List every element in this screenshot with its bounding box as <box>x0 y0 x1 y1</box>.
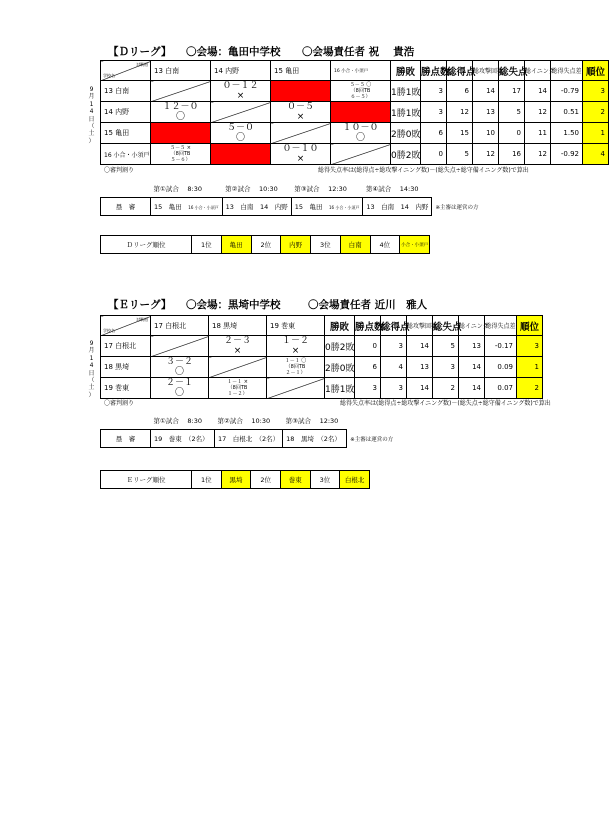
stat-value: 3 <box>421 102 447 123</box>
blank-cell <box>101 180 151 198</box>
referee-table <box>100 412 397 448</box>
date-char: 月 <box>88 93 95 101</box>
stat-header: 総イニング <box>525 61 551 81</box>
referee-label: 塁 審 <box>101 198 151 216</box>
match-cell <box>209 336 267 357</box>
header-row <box>101 61 609 81</box>
rank-table <box>100 235 430 254</box>
date-char: 9 <box>89 340 94 347</box>
match-cell <box>271 102 331 123</box>
stat-value: 6 <box>421 123 447 144</box>
tiebreak-line: ６－５） <box>350 94 371 100</box>
match-cell <box>267 336 325 357</box>
referee-note: ※主審は運営の方 <box>435 204 479 211</box>
stat-value: 10 <box>473 123 499 144</box>
match-score: １－２ <box>281 336 309 346</box>
rank-position: 2位 <box>251 236 281 254</box>
tiebreak-line: ５－５ 〇 <box>349 82 372 88</box>
stat-value: 0.09 <box>485 357 517 378</box>
stat-value: 1勝1敗 <box>391 102 421 123</box>
date-char: 日 <box>88 115 95 123</box>
stat-value: 0勝2敗 <box>391 144 421 165</box>
rank-table <box>100 470 370 489</box>
referee-value: 17 白根北 <box>218 435 253 443</box>
match-cell <box>331 81 391 102</box>
stat-value: 14 <box>407 336 433 357</box>
corner-cell <box>101 316 151 336</box>
referee-note: ※主審は運営の方 <box>350 436 394 443</box>
stat-value: 2勝0敗 <box>325 357 355 378</box>
stat-value: 6 <box>355 357 381 378</box>
stat-value: 2 <box>583 102 609 123</box>
referee-table <box>100 180 482 216</box>
referee-game: 第①試合 8:30 <box>153 185 202 193</box>
stat-value: 14 <box>459 378 485 399</box>
match-score: ２－３ <box>223 336 251 346</box>
date-side <box>88 340 95 399</box>
match-cell <box>151 102 211 123</box>
date-char: 4 <box>89 362 94 370</box>
stat-value: 4 <box>583 144 609 165</box>
match-cell <box>151 123 211 144</box>
corner-bottom: 学校名 <box>103 73 115 78</box>
referee-value: 15 亀田 <box>294 203 323 211</box>
league-title: 【Ｄリーグ】 <box>108 46 172 58</box>
date-char: 日 <box>88 369 95 377</box>
stat-value: 17 <box>499 81 525 102</box>
stat-header: 勝点数 <box>421 61 447 81</box>
referee-heading: 〇審判割り <box>104 167 135 174</box>
match-cell <box>151 144 211 165</box>
referee-value: 13 白南 <box>225 203 254 211</box>
match-score: ２－１ <box>165 378 193 388</box>
team-header: 13 白南 <box>151 61 211 81</box>
referee-label: 塁 審 <box>101 430 151 448</box>
match-score: ３－２ <box>165 357 193 367</box>
referee-value: 13 白南 <box>366 203 395 211</box>
match-score: ０－１２ <box>222 81 259 91</box>
stat-value: 14 <box>407 378 433 399</box>
match-mark: × <box>296 112 305 122</box>
match-cell <box>331 102 391 123</box>
match-mark: 〇 <box>174 388 184 398</box>
stat-header: 勝敗 <box>391 61 421 81</box>
stat-value: 13 <box>473 102 499 123</box>
stat-value: 13 <box>407 357 433 378</box>
league-title: 【Ｅリーグ】 <box>108 299 172 311</box>
match-mark: × <box>233 346 242 356</box>
match-score: ０－５ <box>286 102 314 112</box>
tiebreak-line: １－２） <box>227 391 248 397</box>
match-mark: × <box>296 154 305 164</box>
match-cell <box>271 81 331 102</box>
referee-value: 19 巻東 <box>154 435 182 443</box>
match-cell <box>151 336 209 357</box>
match-cell <box>211 144 271 165</box>
team-name: 19 巻東 <box>101 378 151 399</box>
formula-note: 総得失点率は(総得点÷総攻撃イニング数)－(総失点÷総守備イニング数)で算出 <box>318 167 529 174</box>
team-name: 16 小合・小須戸 <box>101 144 151 165</box>
team-header: 19 巻東 <box>267 316 325 336</box>
date-char: 1 <box>89 100 94 108</box>
stat-value: 14 <box>525 81 551 102</box>
match-score: ５－０ <box>226 123 254 133</box>
team-name: 15 亀田 <box>101 123 151 144</box>
stat-value: 3 <box>517 336 543 357</box>
stat-header: 勝敗 <box>325 316 355 336</box>
referee-slot <box>222 198 291 216</box>
tiebreak-line: １－１ × <box>227 379 248 385</box>
corner-bottom: 学校名 <box>103 328 115 333</box>
match-score: １２－０ <box>162 102 199 112</box>
date-char: 土 <box>88 130 95 138</box>
standings-table <box>100 60 609 165</box>
referee-game: 第③試合 12:30 <box>285 417 339 425</box>
stat-value: 14 <box>459 357 485 378</box>
stat-header: 順位 <box>583 61 609 81</box>
stat-value: 1 <box>583 123 609 144</box>
stat-value: 3 <box>433 357 459 378</box>
match-cell <box>209 378 267 399</box>
match-mark: 〇 <box>175 112 185 122</box>
team-row <box>101 102 609 123</box>
venue-label: 〇会場：黒埼中学校 <box>186 299 281 311</box>
corner-cell <box>101 61 151 81</box>
rank-position: 3位 <box>311 236 341 254</box>
match-mark: 〇 <box>174 367 184 377</box>
stat-value: 2 <box>517 378 543 399</box>
stat-value: 11 <box>525 123 551 144</box>
match-cell <box>267 357 325 378</box>
match-cell <box>211 102 271 123</box>
stat-header: 順位 <box>517 316 543 336</box>
tiebreak-line: （8回TB <box>350 88 371 94</box>
stat-value: 1 <box>517 357 543 378</box>
rank-label: Ｅリーグ順位 <box>101 471 192 489</box>
rank-position: 4位 <box>370 236 400 254</box>
stat-value: 13 <box>459 336 485 357</box>
referee-value: 18 黒埼 <box>286 435 314 443</box>
referee-games-row <box>101 180 482 198</box>
rank-team: 亀田 <box>221 236 251 254</box>
blank-cell <box>101 412 151 430</box>
referee-game: 第④試合 14:30 <box>365 185 419 193</box>
stat-value: 12 <box>473 144 499 165</box>
standings-table <box>100 315 543 399</box>
rank-position: 1位 <box>192 236 222 254</box>
team-row <box>101 144 609 165</box>
referee-value: （2名） <box>320 435 341 443</box>
stat-header: 総攻撃回数 <box>473 61 499 81</box>
referee-slot <box>151 198 223 216</box>
match-cell <box>211 123 271 144</box>
referee-slot <box>291 198 363 216</box>
stat-header: 総イニング <box>459 316 485 336</box>
match-cell <box>331 144 391 165</box>
match-cell <box>151 81 211 102</box>
date-side <box>88 86 95 145</box>
referee-game: 第①試合 8:30 <box>153 417 202 425</box>
referee-game: 第③試合 12:30 <box>294 185 347 193</box>
match-mark: × <box>236 91 245 101</box>
stat-value: 1.50 <box>551 123 583 144</box>
stat-header: 総得点 <box>381 316 407 336</box>
match-cell <box>209 357 267 378</box>
stat-value: 5 <box>433 336 459 357</box>
stat-header: 勝点数 <box>355 316 381 336</box>
manager-label: 〇会場責任者 近川 雅人 <box>308 299 428 311</box>
match-cell <box>211 81 271 102</box>
stat-value: 2 <box>433 378 459 399</box>
stat-value: 15 <box>447 123 473 144</box>
referee-slot <box>215 430 283 448</box>
referee-value: 16 小合・小須戸 <box>329 205 360 210</box>
stat-value: 0 <box>499 123 525 144</box>
tiebreak-line: （8回TB <box>285 364 306 370</box>
stat-value: 0 <box>421 144 447 165</box>
date-char: ） <box>88 391 95 399</box>
stat-value: 3 <box>355 378 381 399</box>
match-cell <box>151 357 209 378</box>
match-score: ０－１０ <box>282 144 319 154</box>
stat-value: 3 <box>381 336 407 357</box>
stat-value: 0勝2敗 <box>325 336 355 357</box>
team-row <box>101 81 609 102</box>
referee-games-row <box>101 412 397 430</box>
referee-value: （2名） <box>258 435 280 443</box>
referee-game: 第②試合 10:30 <box>217 417 271 425</box>
referee-game: 第②試合 10:30 <box>225 185 278 193</box>
match-cell <box>271 123 331 144</box>
rank-team: 黒埼 <box>221 471 251 489</box>
match-cell <box>331 123 391 144</box>
stat-value: 1勝1敗 <box>391 81 421 102</box>
rank-position: 1位 <box>192 471 222 489</box>
rank-team: 小合・小須戸 <box>400 236 430 254</box>
stat-value: -0.79 <box>551 81 583 102</box>
stat-value: 14 <box>473 81 499 102</box>
date-char: （ <box>88 123 95 131</box>
date-char: ） <box>88 137 95 145</box>
stat-header: 総得失点差 <box>551 61 583 81</box>
date-char: 1 <box>89 354 94 362</box>
match-mark: × <box>291 346 300 356</box>
team-name: 18 黒埼 <box>101 357 151 378</box>
tiebreak-line: １－１ 〇 <box>284 358 307 364</box>
referee-value: 14 内野 <box>259 203 288 211</box>
team-row <box>101 378 543 399</box>
stat-header: 総得点 <box>447 61 473 81</box>
referee-row <box>101 430 397 448</box>
stat-value: 12 <box>447 102 473 123</box>
referee-slot <box>283 430 347 448</box>
match-mark: 〇 <box>355 133 365 143</box>
team-name: 13 白南 <box>101 81 151 102</box>
team-header: 14 内野 <box>211 61 271 81</box>
team-header: 18 黒埼 <box>209 316 267 336</box>
venue-label: 〇会場：亀田中学校 <box>186 46 281 58</box>
formula-note: 総得失点率は(総得点÷総攻撃イニング数)－(総失点÷総守備イニング数)で算出 <box>340 400 551 407</box>
corner-top: 対戦相 <box>136 62 148 67</box>
team-name: 14 内野 <box>101 102 151 123</box>
stat-value: 0.51 <box>551 102 583 123</box>
referee-row <box>101 198 482 216</box>
referee-value: 16 小合・小須戸 <box>188 205 219 210</box>
stat-header: 総失点 <box>433 316 459 336</box>
team-header: 15 亀田 <box>271 61 331 81</box>
tiebreak-line: ５－６） <box>170 157 191 163</box>
rank-team: 巻東 <box>280 471 310 489</box>
tiebreak-line: ５－５ × <box>170 145 191 151</box>
stat-header: 総攻撃回数 <box>407 316 433 336</box>
date-char: （ <box>88 377 95 385</box>
date-char: 9 <box>89 86 94 93</box>
tiebreak-line: （8回TB <box>227 385 248 391</box>
team-header: 17 白根北 <box>151 316 209 336</box>
referee-slot <box>151 430 215 448</box>
stat-header: 総失点 <box>499 61 525 81</box>
stat-value: 4 <box>381 357 407 378</box>
referee-value: （2名） <box>188 435 209 443</box>
corner-top: 対戦相 <box>136 317 148 322</box>
stat-value: -0.17 <box>485 336 517 357</box>
stat-value: 3 <box>583 81 609 102</box>
stat-value: 12 <box>525 144 551 165</box>
stat-value: -0.92 <box>551 144 583 165</box>
team-row <box>101 357 543 378</box>
date-char: 4 <box>89 108 94 116</box>
match-score: １０－０ <box>342 123 379 133</box>
match-cell <box>151 378 209 399</box>
stat-value: 1勝1敗 <box>325 378 355 399</box>
rank-team: 白南 <box>340 236 370 254</box>
rank-label: Ｄリーグ順位 <box>101 236 192 254</box>
rank-position: 3位 <box>310 471 340 489</box>
team-row <box>101 123 609 144</box>
date-char: 土 <box>88 384 95 392</box>
stat-header: 総得失点差 <box>485 316 517 336</box>
match-cell <box>271 144 331 165</box>
date-char: 月 <box>88 347 95 355</box>
rank-team: 白根北 <box>340 471 370 489</box>
referee-heading: 〇審判割り <box>104 400 135 407</box>
match-cell <box>267 378 325 399</box>
header-row <box>101 316 543 336</box>
referee-value: 14 内野 <box>400 203 429 211</box>
stat-value: 5 <box>499 102 525 123</box>
stat-value: 12 <box>525 102 551 123</box>
team-header: 16 小合・小須戸 <box>331 61 391 81</box>
stat-value: 2勝0敗 <box>391 123 421 144</box>
team-name: 17 白根北 <box>101 336 151 357</box>
match-mark: 〇 <box>235 133 245 143</box>
stat-value: 6 <box>447 81 473 102</box>
stat-value: 3 <box>421 81 447 102</box>
rank-row <box>101 236 430 254</box>
stat-value: 5 <box>447 144 473 165</box>
stat-value: 3 <box>381 378 407 399</box>
rank-position: 2位 <box>251 471 281 489</box>
referee-slot <box>363 198 432 216</box>
stat-value: 0 <box>355 336 381 357</box>
rank-team: 内野 <box>281 236 311 254</box>
referee-value: 15 亀田 <box>154 203 182 211</box>
stat-value: 0.07 <box>485 378 517 399</box>
tiebreak-line: （8回TB <box>170 151 191 157</box>
manager-label: 〇会場責任者 祝 貴浩 <box>302 46 415 58</box>
team-row <box>101 336 543 357</box>
tiebreak-line: ２－１） <box>285 370 306 376</box>
rank-row <box>101 471 370 489</box>
stat-value: 16 <box>499 144 525 165</box>
